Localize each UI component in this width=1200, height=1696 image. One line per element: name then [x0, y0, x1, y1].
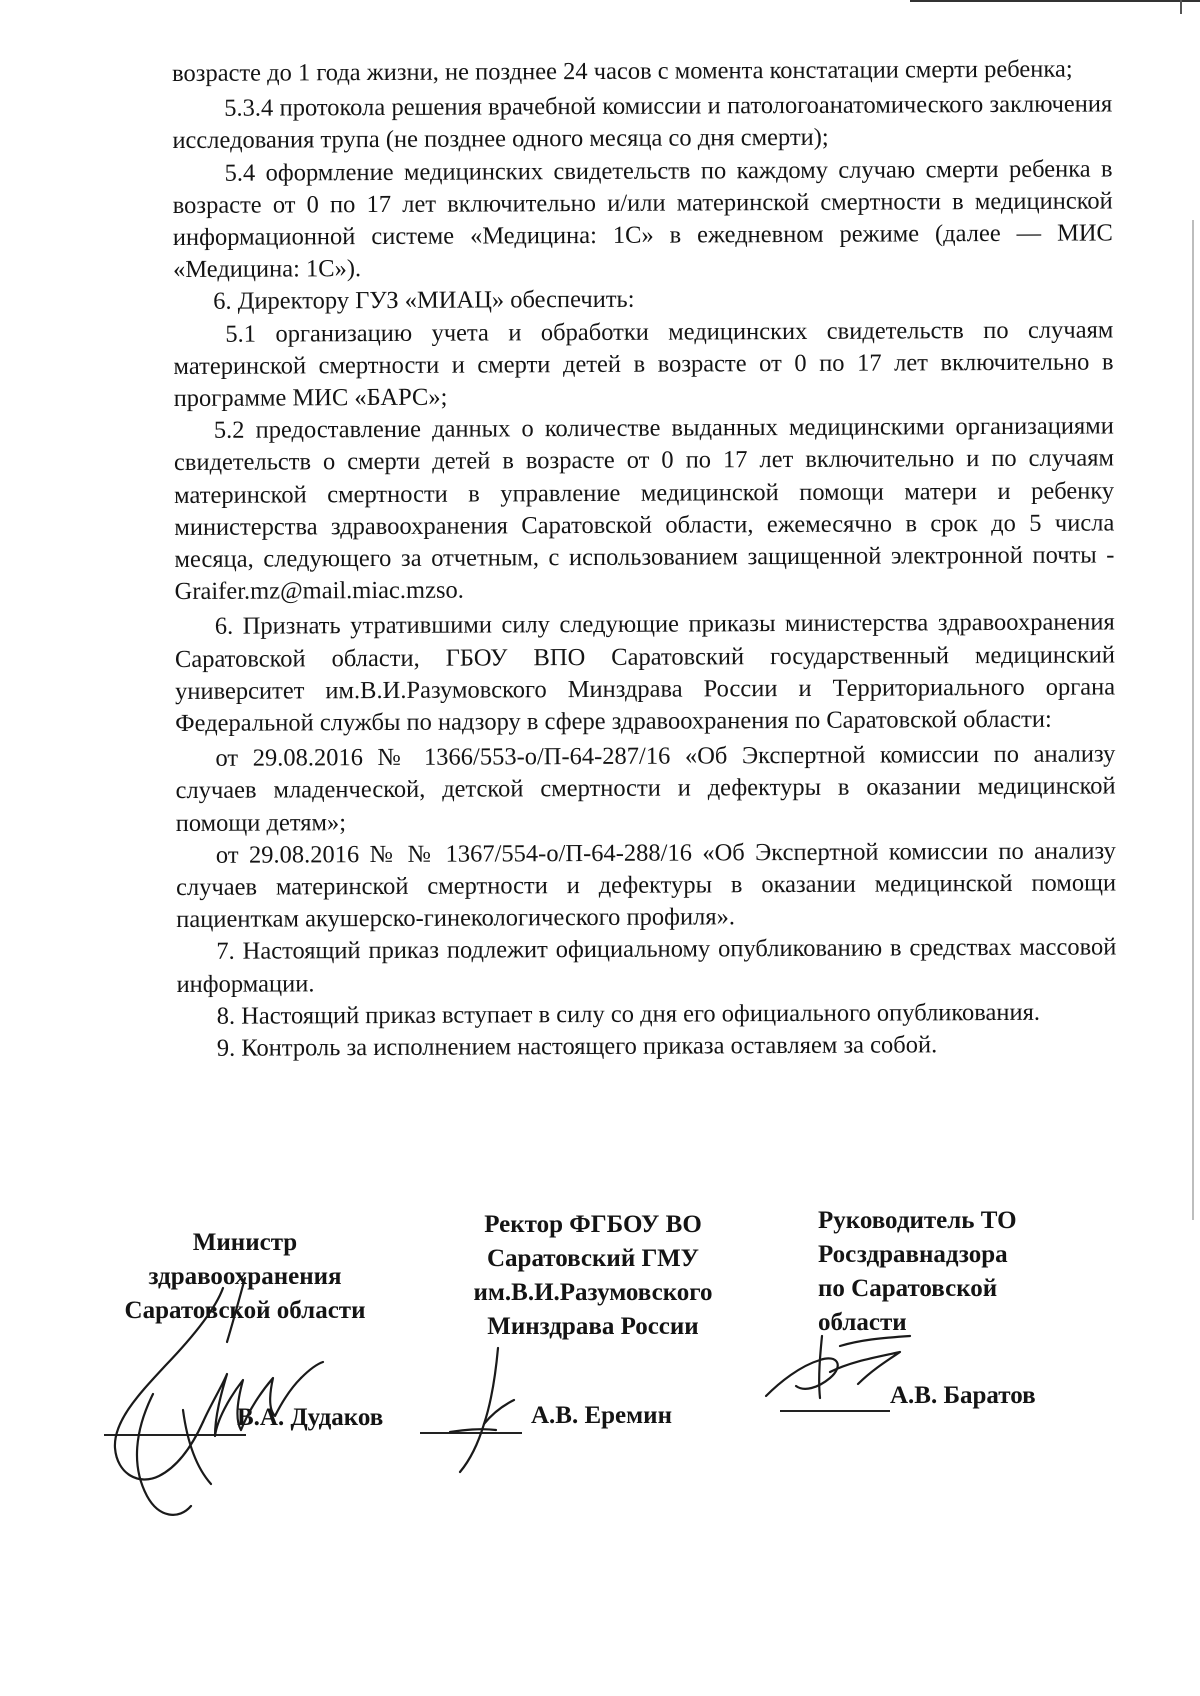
roszdrav-handwritten-signature	[760, 1326, 930, 1416]
rector-title-line4: Минздрава России	[487, 1313, 699, 1340]
paragraph-5-2: 5.2 предоставление данных о количестве выданных медицинскими организациями свидетельств о смерти детей в возрасте от 0 по 17 лет включительно и по случаям материнской смертности в управление медицинской помощи матери и ребенку министерства здравоохранения Саратовской области, ежемесячно в срок до 5 числа месяца, следующего за отчетным, с использованием защищенной электронной почты - Graifer.mz@mail.miac.mzso.	[173, 412, 1115, 606]
paragraph-8-effective: 8. Настоящий приказ вступает в силу со дня его официального опубликования.	[216, 998, 1041, 1030]
minister-title-line3: Саратовской области	[124, 1297, 366, 1324]
paragraph-5-3-4: 5.3.4 протокола решения врачебной комиссии и патологоанатомического заключения исследования трупа (не позднее одного месяца со дня смерти);	[172, 90, 1113, 155]
signature-block-rector	[448, 1208, 738, 1344]
document-body	[172, 53, 1117, 1065]
scan-edge-line	[1192, 220, 1194, 1220]
paragraph-6-miac: 6. Директору ГУЗ «МИАЦ» обеспечить:	[213, 286, 635, 316]
minister-handwritten-signature	[95, 1270, 355, 1530]
paragraph-7-publication: 7. Настоящий приказ подлежит официальному опубликованию в средствах массовой информации.	[176, 933, 1117, 998]
paragraph-continuation: возрасте до 1 года жизни, не позднее 24 часов с момента констатации смерти ребенка;	[172, 55, 1073, 87]
minister-name: В.А. Дудаков	[237, 1404, 384, 1431]
top-corner-mark	[1180, 0, 1182, 14]
rector-name: А.В. Еремин	[531, 1402, 672, 1429]
rector-title-line2: Саратовский ГМУ	[486, 1245, 700, 1272]
paragraph-6-repeal: 6. Признать утратившими силу следующие приказы министерства здравоохранения Саратовской области, ГБОУ ВПО Саратовский государственный медицинский университет им.В.И.Разумовского Минздрава России и Территориального органа Федеральной службы по надзору в сфере здравоохранения по Саратовской области:	[174, 608, 1116, 738]
paragraph-repeal-order-1367: от 29.08.2016 № № 1367/554-о/П-64-288/16 «Об Экспертной комиссии по анализу случаев материнской смертности и дефектуры в оказании медицинской помощи пациенткам акушерско-гинекологического профиля».	[175, 837, 1117, 934]
top-border-line	[910, 0, 1200, 2]
paragraph-5-1: 5.1 организацию учета и обработки медицинских свидетельств по случаям материнской смертности и смерти детей в возрасте от 0 по 17 лет включительно в программе МИС «БАРС»;	[173, 316, 1114, 413]
minister-title-line1: Министр	[192, 1229, 298, 1256]
roszdrav-title-line2: Росздравнадзора	[818, 1241, 1008, 1268]
rector-title-line1: Ректор ФГБОУ ВО	[484, 1211, 702, 1238]
paragraph-9-control: 9. Контроль за исполнением настоящего приказа оставляем за собой.	[216, 1031, 938, 1062]
signature-block-roszdravnadzor	[818, 1204, 1078, 1340]
roszdrav-title-line1: Руководитель ТО	[818, 1207, 1017, 1234]
rector-handwritten-signature	[440, 1340, 530, 1480]
rector-title-line3: им.В.И.Разумовского	[473, 1279, 713, 1306]
roszdrav-name: А.В. Баратов	[890, 1382, 1036, 1409]
minister-title-line2: здравоохранения	[148, 1263, 342, 1290]
paragraph-repeal-order-1366: от 29.08.2016 № 1366/553-о/П-64-287/16 «Об Экспертной комиссии по анализу случаев младенческой, детской смертности и дефектуры в оказании медицинской помощи детям»;	[175, 740, 1116, 837]
roszdrav-title-line3: по Саратовской	[818, 1275, 998, 1302]
paragraph-5-4: 5.4 оформление медицинских свидетельств по каждому случаю смерти ребенка в возрасте от 0 по 17 лет включительно и/или материнской смертности в медицинской информационной системе «Медицина: 1С» в ежедневном режиме (далее — МИС «Медицина: 1С»).	[172, 155, 1113, 284]
roszdrav-title-line4: области	[818, 1309, 907, 1336]
